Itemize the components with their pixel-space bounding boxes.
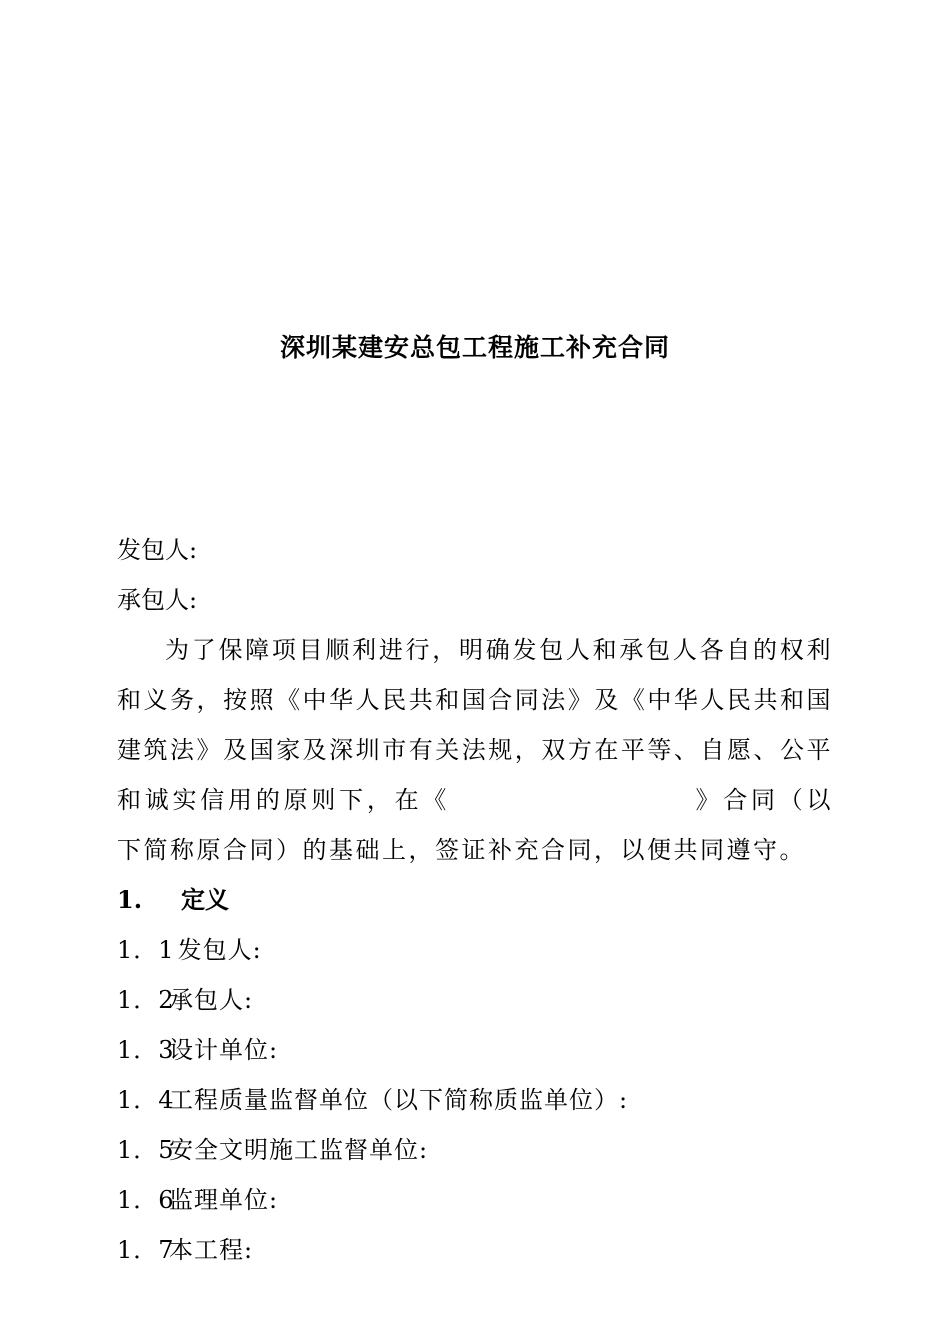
definition-item <box>117 1125 833 1175</box>
section-1-title: 定义 <box>181 885 229 914</box>
item-text: 设计单位: <box>169 1036 279 1064</box>
employer-label: 发包人: <box>117 536 198 564</box>
item-number: 1．6 <box>117 1186 175 1214</box>
item-number: 1．4 <box>117 1086 175 1114</box>
section-1-number: 1. <box>117 885 143 914</box>
section-1-heading <box>117 875 833 925</box>
intro-part2: 》合同（以下简称原合同）的基础上，签证补充合同，以便共同遵守。 <box>117 786 834 864</box>
intro-paragraph <box>117 625 833 875</box>
item-number: 1．1 <box>117 936 175 964</box>
definition-item <box>117 1225 833 1275</box>
item-text: 监理单位: <box>169 1186 279 1214</box>
item-number: 1．2 <box>117 986 175 1014</box>
contractor-label: 承包人: <box>117 586 198 614</box>
document-title: 深圳某建安总包工程施工补充合同 <box>279 333 670 362</box>
definition-item <box>117 975 833 1025</box>
item-text: 承包人: <box>169 986 254 1014</box>
definition-item <box>117 1025 833 1075</box>
document-body <box>117 525 833 1275</box>
item-number: 1．7 <box>117 1236 175 1264</box>
item-number: 1．5 <box>117 1136 175 1164</box>
item-text: 工程质量监督单位（以下简称质监单位）: <box>169 1086 629 1114</box>
item-number: 1．3 <box>117 1036 175 1064</box>
definition-item <box>117 1075 833 1125</box>
definition-item <box>117 925 833 975</box>
item-text: 本工程: <box>169 1236 254 1264</box>
definition-item <box>117 1175 833 1225</box>
item-text: 安全文明施工监督单位: <box>169 1136 429 1164</box>
item-text: 发包人: <box>169 936 262 964</box>
intro-part1: 为了保障项目顺利进行，明确发包人和承包人各自的权利和义务，按照《中华人民共和国合同法》及《中华人民共和国建筑法》及国家及深圳市有关法规，双方在平等、自愿、公平和诚实信用的原则下，在《 <box>117 636 833 814</box>
